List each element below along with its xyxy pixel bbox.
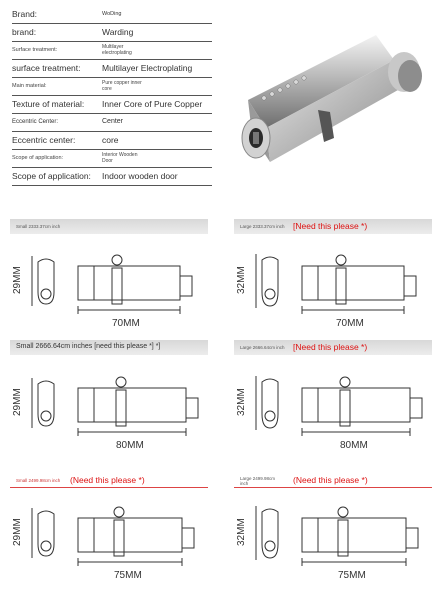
height-label: 29MM bbox=[12, 518, 23, 546]
spec-row-scope-2 bbox=[12, 168, 212, 186]
spec-label: Scope of application: bbox=[12, 155, 64, 161]
length-label: 70MM bbox=[112, 318, 140, 329]
diagram-small-80 bbox=[10, 370, 215, 462]
spec-label: Surface treatment: bbox=[12, 47, 58, 53]
spec-value: Pure copper inner core bbox=[102, 80, 142, 92]
spec-row-brand bbox=[12, 6, 212, 24]
spec-label: Texture of material: bbox=[12, 99, 85, 109]
diagram-small-75 bbox=[10, 500, 215, 592]
spec-value: Indoor wooden door bbox=[102, 171, 178, 181]
section-header-large-75 bbox=[234, 473, 432, 488]
spec-row-scope bbox=[12, 150, 212, 168]
section-note: (Need this please *) bbox=[70, 475, 145, 485]
spec-row-surface bbox=[12, 42, 212, 60]
spec-value: WoDing bbox=[102, 11, 122, 17]
section-label: Large 2666.64cm inch bbox=[240, 345, 285, 350]
section-header-small-80 bbox=[10, 340, 208, 355]
diagram-large-75 bbox=[234, 500, 439, 592]
section-header-large-80 bbox=[234, 340, 432, 355]
red-divider bbox=[234, 487, 432, 488]
section-label: Small 2666.64cm inches [need this please *] *] bbox=[16, 343, 161, 350]
spec-row-material bbox=[12, 78, 212, 96]
spec-row-eccentric bbox=[12, 114, 212, 132]
length-label: 80MM bbox=[116, 440, 144, 451]
spec-label: Main material: bbox=[12, 83, 47, 89]
spec-label: Scope of application: bbox=[12, 171, 91, 181]
height-label: 29MM bbox=[12, 266, 23, 294]
section-label: Small 2499.98cm inch bbox=[16, 478, 61, 483]
section-header-small-70 bbox=[10, 219, 208, 234]
diagram-large-70 bbox=[234, 248, 439, 340]
spec-row-surface-2 bbox=[12, 60, 212, 78]
spec-label: Eccentric Center: bbox=[12, 119, 59, 125]
spec-value: core bbox=[102, 135, 119, 145]
section-header-small-75 bbox=[10, 473, 208, 488]
spec-row-material-2 bbox=[12, 96, 212, 114]
section-label: Small 2333.37cm inch bbox=[16, 224, 61, 229]
height-label: 32MM bbox=[236, 266, 247, 294]
spec-label: Brand: bbox=[12, 9, 38, 19]
length-label: 70MM bbox=[336, 318, 364, 329]
lock-cylinder-image bbox=[226, 20, 436, 190]
spec-label: brand: bbox=[12, 27, 37, 37]
spec-row-eccentric-2 bbox=[12, 132, 212, 150]
spec-table bbox=[12, 6, 212, 186]
section-note: (Need this please *) bbox=[293, 475, 368, 485]
height-label: 32MM bbox=[236, 388, 247, 416]
spec-label: Eccentric center: bbox=[12, 135, 76, 145]
spec-value: Multilayer electroplating bbox=[102, 44, 132, 56]
section-note: [Need this please *) bbox=[293, 221, 368, 231]
height-label: 29MM bbox=[12, 388, 23, 416]
spec-value: Center bbox=[102, 118, 124, 125]
spec-label: surface treatment: bbox=[12, 63, 81, 73]
section-header-large-70 bbox=[234, 219, 432, 234]
length-label: 80MM bbox=[340, 440, 368, 451]
spec-row-brand-2 bbox=[12, 24, 212, 42]
height-label: 32MM bbox=[236, 518, 247, 546]
spec-value: Warding bbox=[102, 27, 134, 37]
length-label: 75MM bbox=[338, 570, 366, 581]
diagram-large-80 bbox=[234, 370, 439, 462]
spec-value: Inner Core of Pure Copper bbox=[102, 99, 203, 109]
length-label: 75MM bbox=[114, 570, 142, 581]
spec-value: Interior Wooden Door bbox=[102, 152, 138, 164]
section-note: [Need this please *) bbox=[293, 342, 368, 352]
section-label: Large 2333.37cm inch bbox=[240, 224, 285, 229]
red-divider bbox=[10, 487, 208, 488]
section-label: Large 2499.98cm inch bbox=[240, 476, 276, 486]
diagram-small-70 bbox=[10, 248, 215, 340]
spec-value: Multilayer Electroplating bbox=[102, 63, 193, 73]
